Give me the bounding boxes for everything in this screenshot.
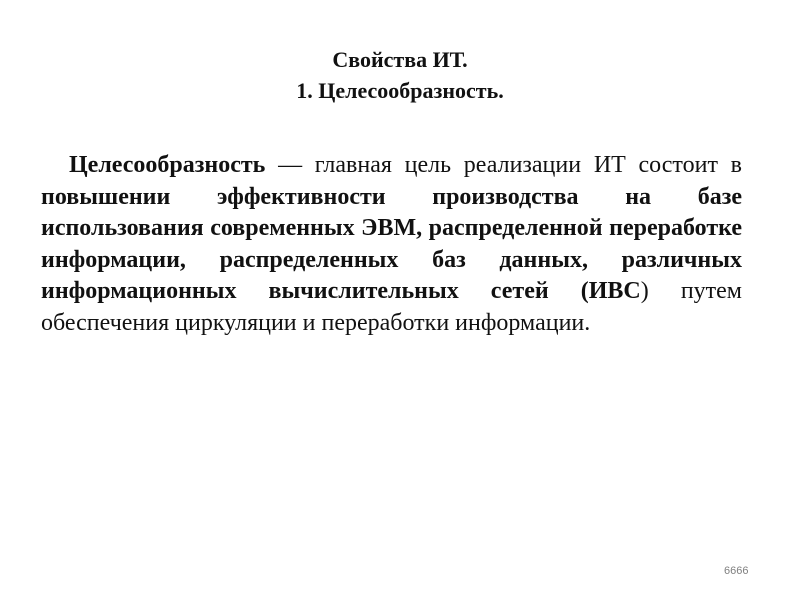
emphasis-bold: повышении эффективности производства на базе использования современных ЭВМ, распределенной переработке информации, распределенных баз данных, различных информационных вычислительных сетей (ИВС: [41, 183, 742, 304]
title-line-1: Свойства ИТ.: [332, 47, 468, 72]
page-number: 6666: [724, 565, 749, 577]
body-paragraph: [41, 150, 742, 339]
text-segment-1: — главная цель реализации ИТ состоит в: [265, 152, 742, 178]
title-line-2: 1. Целесообразность.: [296, 78, 504, 103]
slide-title: [0, 44, 800, 106]
text-segment-2: ) путем обеспечения циркуляции и переработки информации.: [41, 278, 742, 336]
term-bold: Целесообразность: [69, 152, 266, 178]
